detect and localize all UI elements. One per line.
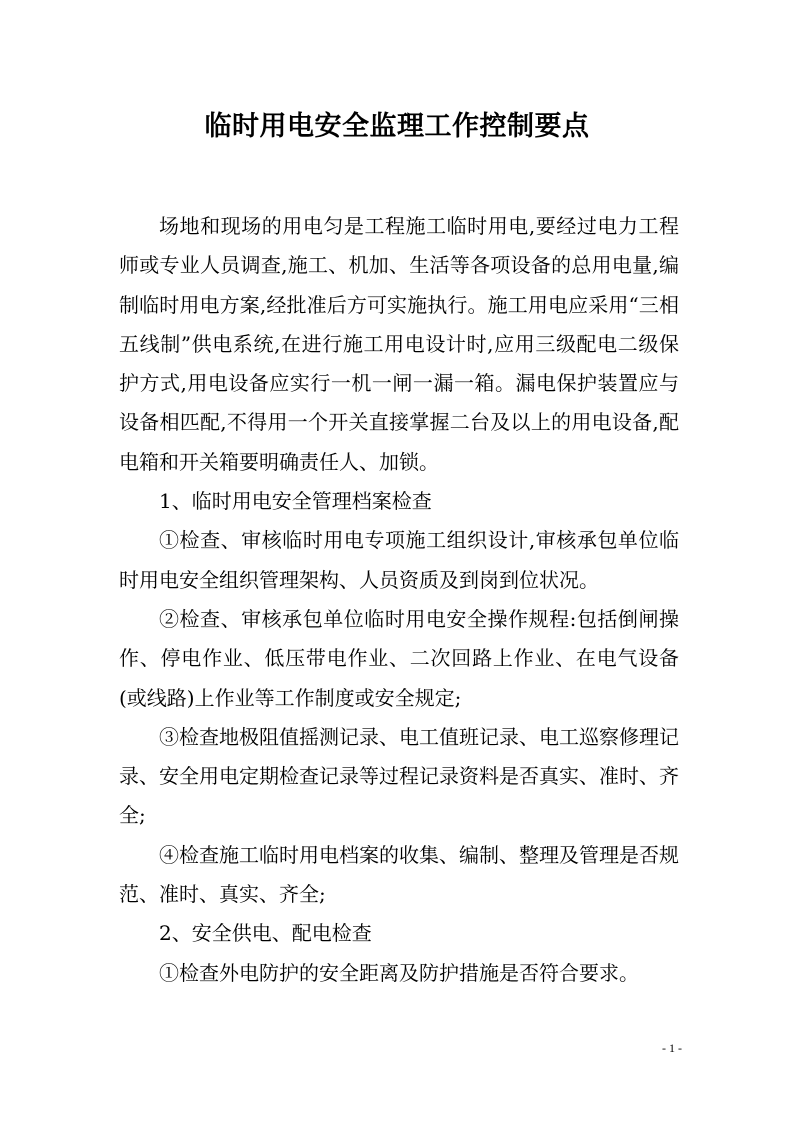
section-1-item-1: ①检查、审核临时用电专项施工组织设计,审核承包单位临时用电安全组织管理架构、人员资质及到岗到位状况。 xyxy=(119,528,679,592)
document-body xyxy=(119,207,679,993)
section-1-item-4: ④检查施工临时用电档案的收集、编制、整理及管理是否规范、准时、真实、齐全; xyxy=(119,842,679,907)
document-title: 临时用电安全监理工作控制要点 xyxy=(204,111,590,142)
intro-paragraph: 场地和现场的用电匀是工程施工临时用电,要经过电力工程师或专业人员调查,施工、机加、生活等各项设备的总用电量,编制临时用电方案,经批准后方可实施执行。施工用电应采用“三相五线制”供电系统,在进行施工用电设计时,应用三级配电二级保护方式,用电设备应实行一机一闸一漏一箱。漏电保护装置应与设备相匹配,不得用一个开关直接掌握二台及以上的用电设备,配电箱和开关箱要明确责任人、加锁。 xyxy=(119,214,679,474)
section-1-item-3: ③检查地极阻值摇测记录、电工值班记录、电工巡察修理记录、安全用电定期检查记录等过程记录资料是否真实、准时、齐全; xyxy=(119,724,679,828)
section-heading-1: 1、临时用电安全管理档案检查 xyxy=(159,489,432,514)
section-2-item-1: ①检查外电防护的安全距离及防护措施是否符合要求。 xyxy=(159,960,639,985)
section-1-item-2: ②检查、审核承包单位临时用电安全操作规程:包括倒闸操作、停电作业、低压带电作业、二次回路上作业、在电气设备(或线路)上作业等工作制度或安全规定; xyxy=(119,606,679,710)
section-heading-2: 2、安全供电、配电检查 xyxy=(159,921,372,946)
page-number: - 1 - xyxy=(662,1041,682,1055)
